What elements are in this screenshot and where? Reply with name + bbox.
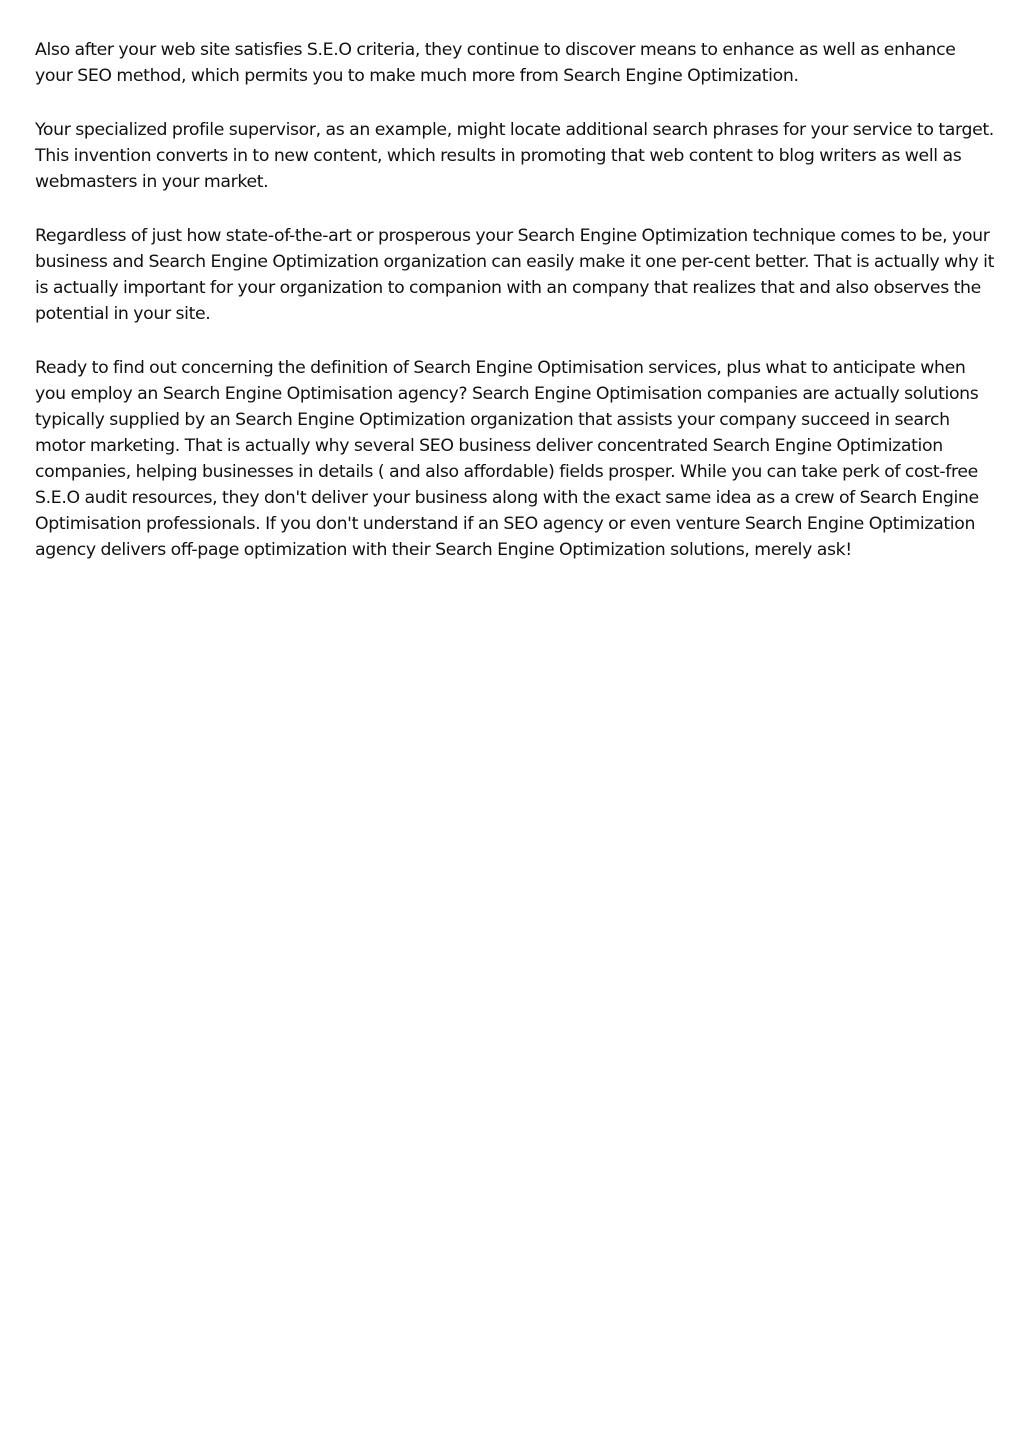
paragraph: Ready to find out concerning the definition of Search Engine Optimisation services, plus what to anticipate when you employ an Search Engine Optimisation agency? Search Engine Optimisation companies are actually solutions typically supplied by an Search Engine Optimization organization that assists your company succeed in search motor marketing. That is actually why several SEO business deliver concentrated Search Engine Optimization companies, helping businesses in details ( and also affordable) fields prosper. While you can take perk of cost-free S.E.O audit resources, they don't deliver your business along with the exact same idea as a crew of Search Engine Optimisation professionals. If you don't understand if an SEO agency or even venture Search Engine Optimization agency delivers off-page optimization with their Search Engine Optimization solutions, merely ask! — [35, 358, 979, 560]
document-page — [35, 37, 995, 591]
paragraph: Also after your web site satisfies S.E.O criteria, they continue to discover means to enhance as well as enhance your SEO method, which permits you to make much more from Search Engine Optimization. — [35, 40, 956, 86]
paragraph: Your specialized profile supervisor, as an example, might locate additional search phrases for your service to target. This invention converts in to new content, which results in promoting that web content to blog writers as well as webmasters in your market. — [35, 120, 994, 192]
paragraph: Regardless of just how state-of-the-art or prosperous your Search Engine Optimization technique comes to be, your business and Search Engine Optimization organization can easily make it one per-cent better. That is actually why it is actually important for your organization to companion with an company that realizes that and also observes the potential in your site. — [35, 226, 994, 324]
